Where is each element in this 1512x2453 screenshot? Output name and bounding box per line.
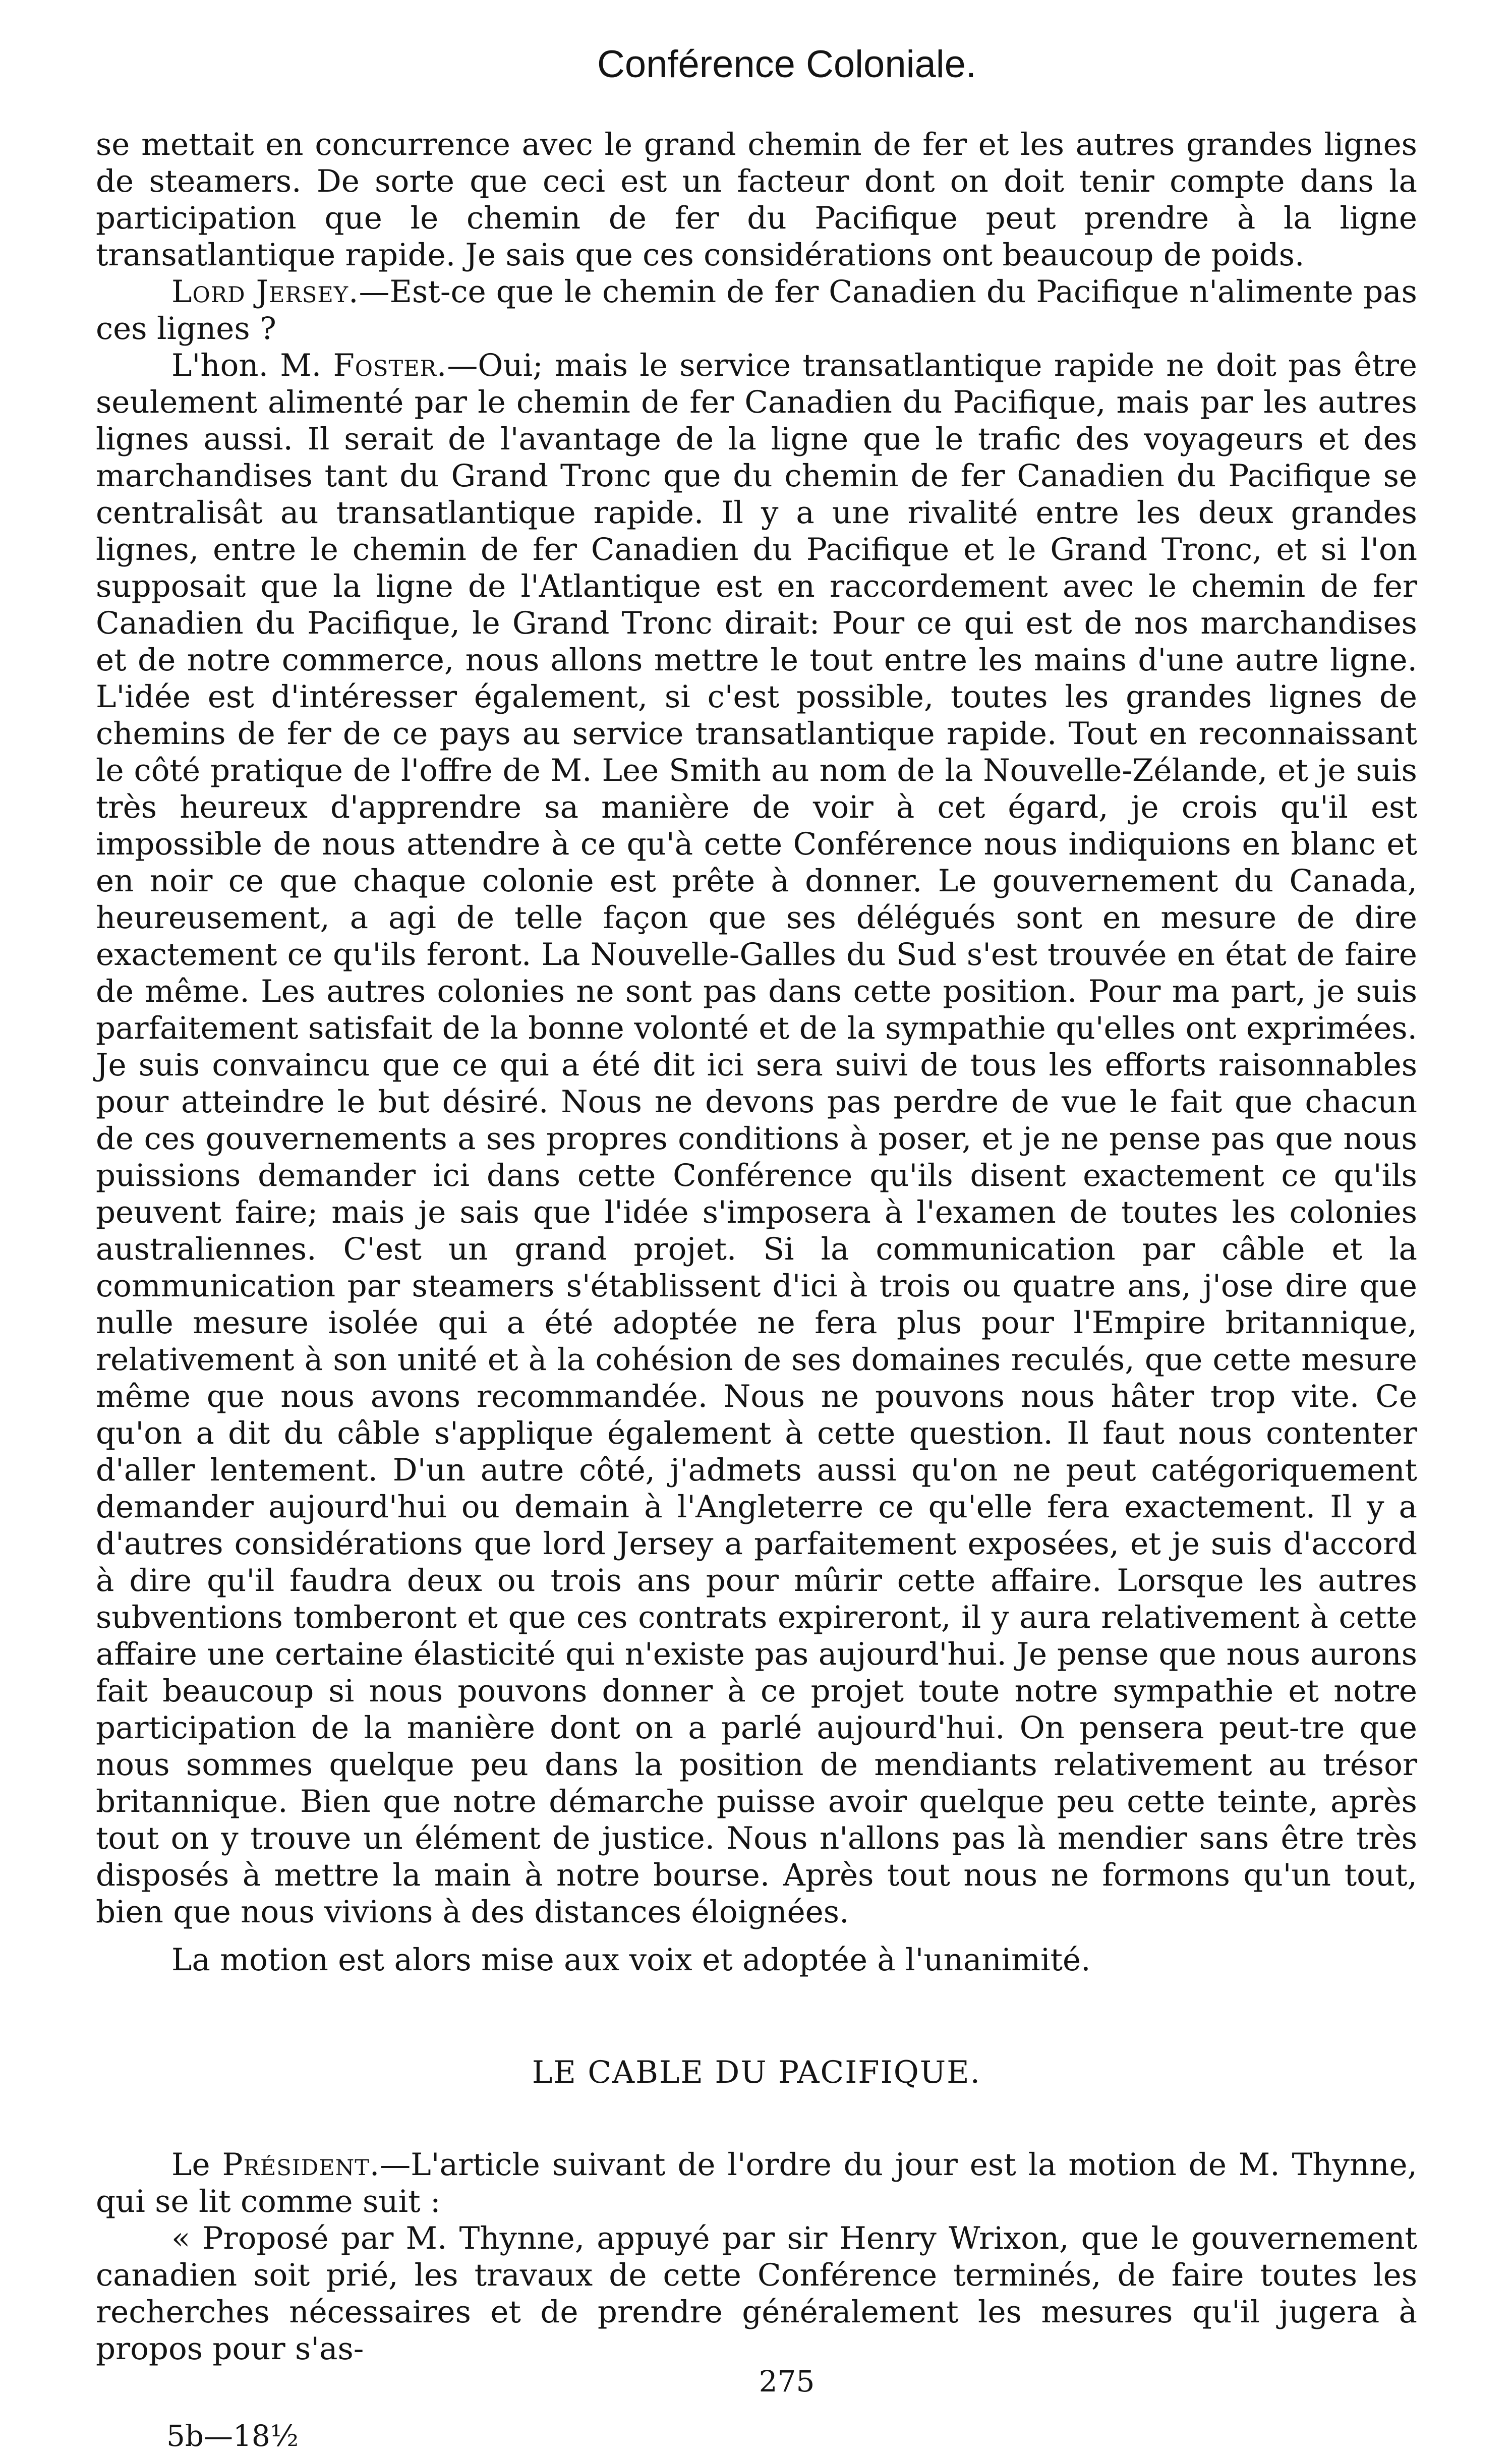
- speaker-prefix: Le: [171, 2147, 222, 2183]
- paragraph-motion-quote: « Proposé par M. Thynne, appuyé par sir Henry Wrixon, que le gouvernement canadien soit prié, les travaux de cette Conférence terminés, de faire toutes les recherches nécessaires et de prendre généralement les mesures qu'il jugera à propos pour s'as-: [96, 2220, 1417, 2367]
- document-page: [96, 45, 1417, 2453]
- section-title: LE CABLE DU PACIFIQUE.: [532, 2055, 981, 2090]
- running-head: Conférence Coloniale.: [597, 43, 977, 86]
- speaker-prefix: L'hon. M.: [171, 348, 333, 383]
- speech-text: —L'article suivant de l'ordre du jour est la motion de M. Thynne, qui se lit comme suit :: [96, 2147, 1417, 2219]
- paragraph-president: [96, 2146, 1417, 2220]
- speaker-name: Lord Jersey.: [171, 274, 359, 310]
- paragraph-continuation: se mettait en concurrence avec le grand chemin de fer et les autres grandes lignes de steamers. De sorte que ceci est un facteur dont on doit tenir compte dans la participation que le chemin de fer du Pacifique peut prendre à la ligne transatlantique rapide. Je sais que ces considérations ont beaucoup de poids.: [96, 127, 1417, 273]
- paragraph-motion-adopted: La motion est alors mise aux voix et adoptée à l'unanimité.: [171, 1942, 1091, 1978]
- speech-text: —Est-ce que le chemin de fer Canadien du Pacifique n'alimente pas ces lignes ?: [96, 274, 1417, 347]
- speaker-name: Foster.: [333, 348, 447, 383]
- paragraph-foster: [96, 347, 1417, 1930]
- speech-text: —Oui; mais le service transatlantique rapide ne doit pas être seulement alimenté par le chemin de fer Canadien du Pacifique, mais par les autres lignes aussi. Il serait de l'avantage de la ligne que le trafic des voyageurs et des marchandises tant du Grand Tronc que du chemin de fer Canadien du Pacifique se centralisât au transatlantique rapide. Il y a une rivalité entre les deux grandes lignes, entre le chemin de fer Canadien du Pacifique et le Grand Tronc, et si l'on supposait que la ligne de l'Atlantique est en raccordement avec le chemin de fer Canadien du Pacifique, le Grand Tronc dirait: Pour ce qui est de nos marchandises et de notre commerce, nous allons mettre le tout entre les mains d'une autre ligne. L'idée est d'intéresser également, si c'est possible, toutes les grandes lignes de chemins de fer de ce pays au service transatlantique rapide. Tout en reconnaissant le côté pratique de l'offre de M. Lee Smith au nom de la Nouvelle-Zélande, et je suis très heureux d'apprendre sa manière de voir à cet égard, je crois qu'il est impossible de nous attendre à ce qu'à cette Conférence nous indiquions en blanc et en noir ce que chaque colonie est prête à donner. Le gouvernement du Canada, heureusement, a agi de telle façon que ses délégués sont en mesure de dire exactement ce qu'ils feront. La Nouvelle-Galles du Sud s'est trouvée en état de faire de même. Les autres colonies ne sont pas dans cette position. Pour ma part, je suis parfaitement satisfait de la bonne volonté et de la sympathie qu'elles ont exprimées. Je suis convaincu que ce qui a été dit ici sera suivi de tous les efforts raisonnables pour atteindre le but désiré. Nous ne devons pas perdre de vue le fait que chacun de ces gouvernements a ses propres conditions à poser, et je ne pense pas que nous puissions demander ici dans cette Conférence qu'ils disent exactement ce qu'ils peuvent faire; mais je sais que l'idée s'imposera à l'examen de toutes les colonies australiennes. C'est un grand projet. Si la communication par câble et la communication par steamers s'établissent d'ici à trois ou quatre ans, j'ose dire que nulle mesure isolée qui a été adoptée ne fera plus pour l'Empire britannique, relativement à son unité et à la cohésion de ses domaines reculés, que cette mesure même que nous avons recommandée. Nous ne pouvons nous hâter trop vite. Ce qu'on a dit du câble s'applique également à cette question. Il faut nous contenter d'aller lentement. D'un autre côté, j'admets aussi qu'on ne peut catégoriquement demander aujourd'hui ou demain à l'Angleterre ce qu'elle fera exactement. Il y a d'autres considérations que lord Jersey a parfaitement exposées, et je suis d'accord à dire qu'il faudra deux ou trois ans pour mûrir cette affaire. Lorsque les autres subventions tomberont et que ces contrats expireront, il y aura relativement à cette affaire une certaine élasticité qui n'existe pas aujourd'hui. Je pense que nous aurons fait beaucoup si nous pouvons donner à ce projet toute notre sympathie et notre participation de la manière dont on a parlé aujourd'hui. On pensera peut-tre que nous sommes quelque peu dans la position de mendiants relativement au trésor britannique. Bien que notre démarche puisse avoir quelque peu cette teinte, après tout on y trouve un élément de justice. Nous n'allons pas là mendier sans être très disposés à mettre la main à notre bourse. Après tout nous ne formons qu'un tout, bien que nous vivions à des distances éloignées.: [96, 348, 1417, 1930]
- signature-mark: 5b—18½: [166, 2419, 299, 2453]
- speaker-name: Président.: [222, 2147, 380, 2183]
- paragraph-jersey: [96, 273, 1417, 347]
- body-text: [96, 126, 1417, 2367]
- page-number: 275: [759, 2364, 815, 2399]
